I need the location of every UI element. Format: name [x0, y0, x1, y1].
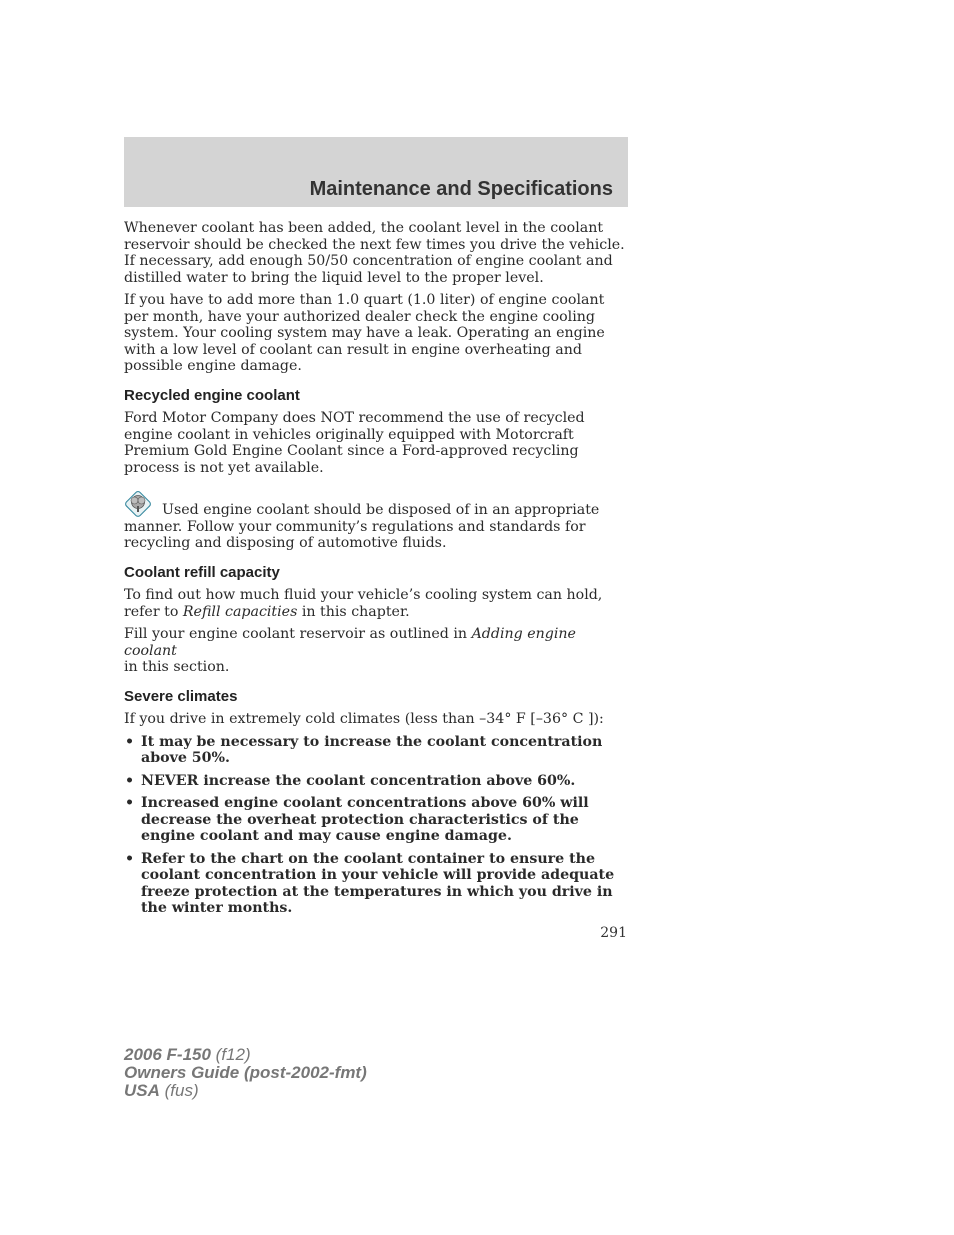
bullet-dot: • — [125, 850, 135, 867]
eco-note-text: Used engine coolant should be disposed of in an appropriate manner. Follow your community’s regulations and standards for recycling and disposing of automotive fluids. — [124, 502, 600, 551]
heading-refill-capacity: Coolant refill capacity — [124, 563, 280, 581]
paragraph-coolant-check: Whenever coolant has been added, the coolant level in the coolant reservoir should be checked the next few times you drive the vehicle. If necessary, add enough 50/50 concentration of engine coolant and distilled water to bring the liquid level to the proper level. — [124, 220, 625, 286]
list-item-text: Refer to the chart on the coolant container to ensure the coolant concentration in your vehicle will provide adequate freeze protection at the temperatures in which you drive in the winter months. — [141, 850, 615, 916]
adding-coolant-reference: Adding engine coolant — [124, 626, 576, 659]
list-item — [124, 734, 628, 767]
list-item-text: Increased engine coolant concentrations above 60% will decrease the overheat protection characteristics of the engine coolant and may cause engine damage. — [141, 795, 589, 844]
heading-severe-climates: Severe climates — [124, 687, 238, 705]
footer-line-model — [124, 1046, 367, 1064]
footer-market-code: (fus) — [159, 1081, 199, 1100]
footer-line-market — [124, 1082, 367, 1100]
severe-climate-bullet-list — [124, 734, 628, 917]
recycle-tree-icon — [124, 490, 152, 518]
bullet-dot: • — [125, 795, 135, 811]
list-item — [124, 795, 628, 845]
footer-guide: Owners Guide (post-2002-fmt) — [124, 1063, 367, 1082]
paragraph-refill-capacity — [124, 587, 628, 620]
page-content — [124, 220, 628, 923]
footer-market: USA — [124, 1081, 160, 1100]
footer-model: 2006 F-150 — [124, 1045, 211, 1064]
document-footer — [124, 1046, 367, 1100]
footer-line-guide — [124, 1064, 367, 1082]
section-title: Maintenance and Specifications — [309, 178, 613, 200]
refill-text-end: in this chapter. — [297, 603, 410, 620]
paragraph-severe-intro: If you drive in extremely cold climates (less than –34° F [–36° C ]): — [124, 711, 604, 727]
list-item — [124, 851, 628, 917]
paragraph-fill-reservoir — [124, 626, 628, 676]
fill-text-start: Fill your engine coolant reservoir as outlined in — [124, 626, 472, 642]
list-item-text: It may be necessary to increase the coolant concentration above 50%. — [141, 733, 603, 766]
paragraph-recycled-coolant: Ford Motor Company does NOT recommend the use of recycled engine coolant in vehicles originally equipped with Motorcraft Premium Gold Engine Coolant since a Ford-approved recycling process is not yet available. — [124, 410, 585, 476]
heading-recycled-coolant: Recycled engine coolant — [124, 386, 300, 404]
bullet-dot: • — [125, 733, 135, 750]
paragraph-coolant-leak: If you have to add more than 1.0 quart (1.0 liter) of engine coolant per month, have your authorized dealer check the engine cooling system. Your cooling system may have a leak. Operating an engine with a low level of coolant can result in engine overheating and possible engine damage. — [124, 292, 605, 374]
refill-capacities-reference: Refill capacities — [182, 603, 298, 620]
eco-note — [124, 490, 628, 552]
list-item-text: NEVER increase the coolant concentration above 60%. — [141, 772, 576, 789]
list-item — [124, 773, 628, 790]
fill-text-end: in this section. — [124, 659, 230, 675]
page-number: 291 — [600, 925, 627, 941]
bullet-dot: • — [125, 772, 135, 789]
footer-model-code: (f12) — [210, 1045, 251, 1064]
refill-text-start: To find out how much fluid your vehicle’s cooling system can hold, refer to — [124, 587, 603, 620]
section-header-band — [124, 137, 628, 207]
